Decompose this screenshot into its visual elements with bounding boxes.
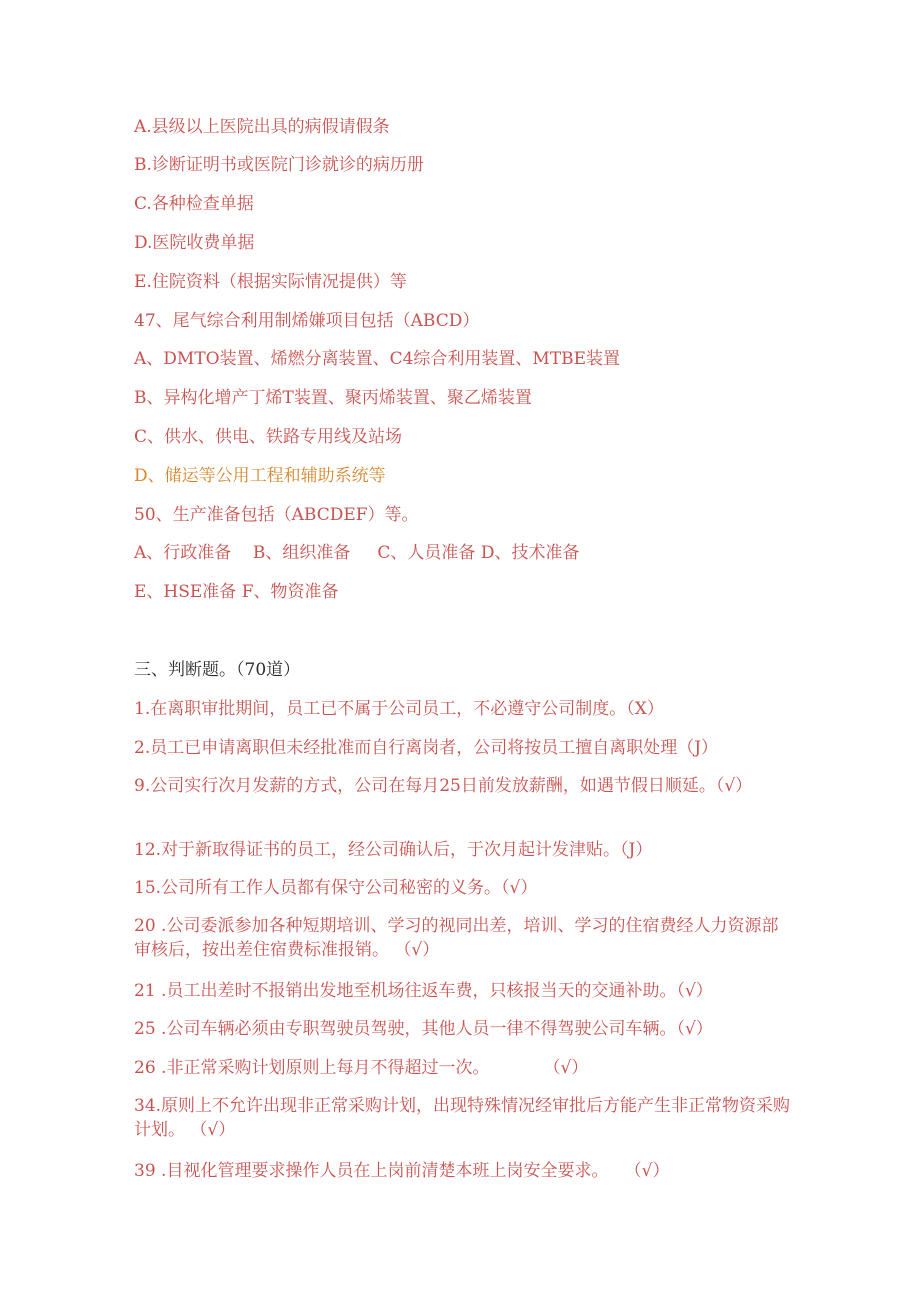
option-b-diagnosis: B.诊断证明书或医院门诊就诊的病历册	[134, 155, 424, 175]
judgment-25: 25 .公司车辆必须由专职驾驶员驾驶，其他人员一律不得驾驶公司车辆。（√）	[134, 1019, 713, 1039]
judgment-12: 12.对于新取得证书的员工，经公司确认后，于次月起计发津贴。（J）	[134, 840, 653, 860]
judgment-15: 15.公司所有工作人员都有保守公司秘密的义务。（√）	[134, 878, 538, 898]
judgment-21: 21 .员工出差时不报销出发地至机场往返车费，只核报当天的交通补助。（√）	[134, 981, 713, 1001]
option-c-checks: C.各种检查单据	[134, 194, 254, 214]
judgment-2: 2.员工已申请离职但未经批准而自行离岗者，公司将按员工擅自离职处理（J）	[134, 738, 719, 758]
question-50-options-ef: E、HSE准备 F、物资准备	[134, 582, 339, 602]
judgment-20: 20 .公司委派参加各种短期培训、学习的视同出差，培训、学习的住宿费经人力资源部审核后，按出差住宿费标准报销。 （√）	[134, 916, 779, 960]
judgment-9: 9.公司实行次月发薪的方式，公司在每月25日前发放薪酬，如遇节假日顺延。（√）	[134, 776, 753, 796]
question-50-options-abcd: A、行政准备 B、组织准备 C、人员准备 D、技术准备	[134, 543, 580, 563]
question-47-option-b: B、异构化增产丁烯T装置、聚丙烯装置、聚乙烯装置	[134, 388, 532, 408]
question-47-option-d: D、储运等公用工程和辅助系统等	[134, 466, 386, 486]
judgment-26: 26 .非正常采购计划原则上每月不得超过一次。 （√）	[134, 1058, 589, 1078]
judgment-39: 39 .目视化管理要求操作人员在上岗前清楚本班上岗安全要求。 （√）	[134, 1161, 670, 1181]
question-47-option-c: C、供水、供电、铁路专用线及站场	[134, 427, 403, 447]
section-heading-true-false: 三、判断题。（70道）	[134, 660, 301, 680]
option-a-sick-leave: A.县级以上医院出具的病假请假条	[134, 117, 390, 137]
question-47-option-a: A、DMTO装置、烯燃分离装置、C4综合利用装置、MTBE装置	[134, 349, 621, 369]
question-47: 47、尾气综合利用制烯嫌项目包括（ABCD）	[134, 311, 480, 331]
question-50: 50、生产准备包括（ABCDEF）等。	[134, 505, 419, 525]
option-e-hospital-records: E.住院资料（根据实际情况提供）等	[134, 272, 407, 292]
judgment-34: 34.原则上不允许出现非正常采购计划，出现特殊情况经审批后方能产生非正常物资采购计划。 （√）	[134, 1096, 791, 1140]
judgment-1: 1.在离职审批期间，员工已不属于公司员工，不必遵守公司制度。（X）	[134, 699, 664, 719]
option-d-receipts: D.医院收费单据	[134, 233, 255, 253]
